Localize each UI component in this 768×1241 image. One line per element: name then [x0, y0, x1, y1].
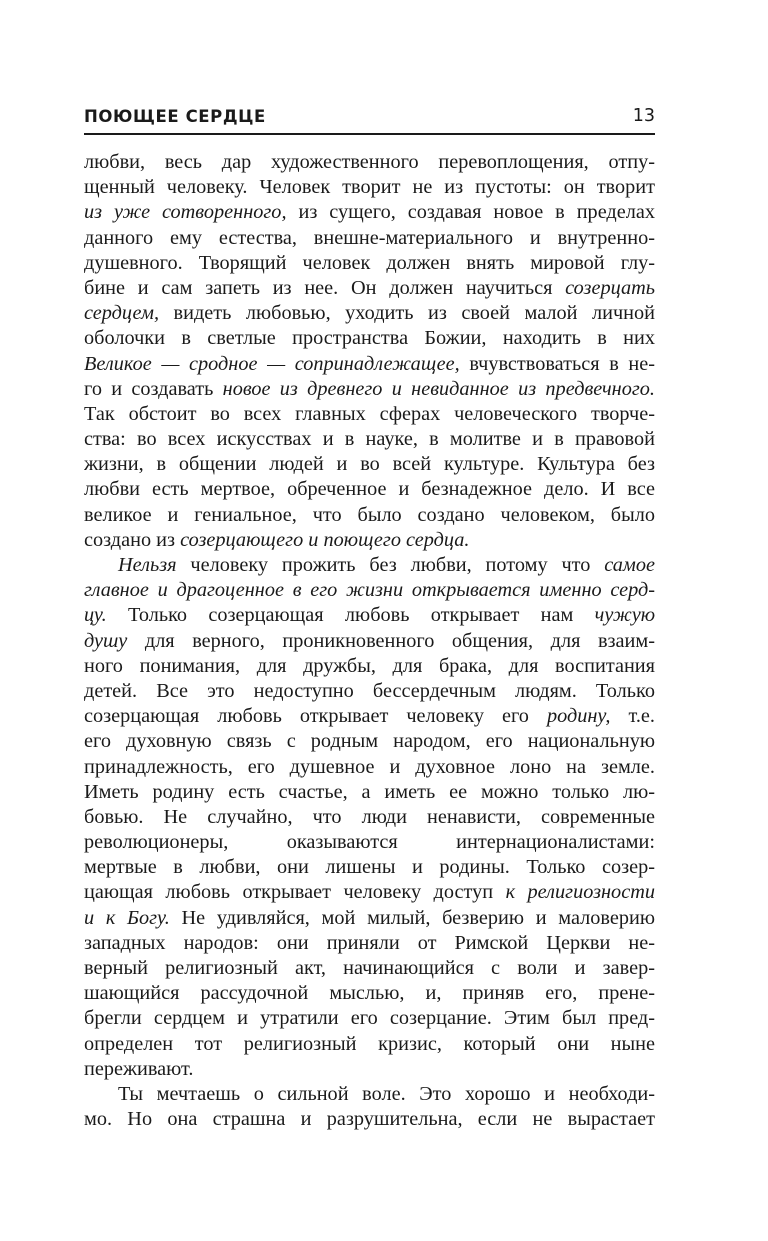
text-line [84, 755, 655, 780]
text-line [84, 679, 655, 704]
text-line [84, 352, 655, 377]
text-run: мертвые в любви, они лишены и родины. Только созер- [84, 856, 655, 879]
text-run: Ты мечтаешь о сильной воле. Это хорошо и необходи- [118, 1082, 655, 1105]
text-line [84, 276, 655, 301]
text-run: созерцающая любовь открывает человеку его [84, 705, 547, 728]
italic-text: к религиозности [505, 881, 655, 904]
text-run: человеку прожить без любви, потому что [176, 554, 605, 576]
text-run: революционеры, оказываются интернационалистами: [84, 831, 655, 854]
text-run: принадлежность, его душевное и духовное лоно на земле. [84, 755, 655, 778]
text-run: верный религиозный акт, начинающийся с воли и завер- [84, 957, 655, 979]
text-line [84, 704, 655, 729]
italic-text: душу [84, 629, 128, 652]
text-run: западных народов: они приняли от Римской Церкви не- [84, 931, 655, 954]
text-line [84, 175, 655, 200]
body-text [84, 150, 655, 1132]
text-run: т.е. [610, 705, 655, 728]
text-run: цающая любовь открывает человеку доступ [84, 881, 506, 904]
text-run: Иметь родину есть счастье, а иметь ее можно только лю- [84, 780, 655, 803]
text-run: детей. Все это недоступно бессердечным людям. Только [84, 679, 655, 702]
text-line [84, 880, 655, 905]
text-run: шающийся рассудочной мыслью, и, приняв его, прене- [84, 982, 655, 1005]
text-run: брегли сердцем и утратили его созерцание. Этим был пред- [84, 1007, 655, 1030]
text-line [84, 729, 655, 754]
text-line [84, 553, 655, 578]
italic-text: родину, [546, 705, 611, 728]
text-line [84, 528, 655, 553]
text-run: данного ему естества, внешне-материального и внутренно- [84, 226, 655, 249]
italic-text: Нельзя [118, 554, 177, 576]
text-run: создано из [84, 528, 181, 551]
italic-text: созерцающего и поющего сердца. [180, 528, 470, 551]
italic-text: главное и драгоценное в его жизни открывается именно серд- [84, 579, 655, 602]
italic-text: из уже сотворенного, [84, 201, 287, 224]
text-line [84, 1032, 655, 1057]
italic-text: и к Богу. [84, 906, 170, 929]
text-line [84, 1006, 655, 1031]
text-line [84, 402, 655, 427]
text-run: любви есть мертвое, обреченное и безнадежное дело. И все [84, 478, 655, 501]
italic-text: новое из древнего и невиданное из предвечного. [222, 377, 655, 400]
text-line [84, 377, 655, 402]
running-header [84, 104, 655, 130]
text-run: го и создавать [84, 377, 223, 400]
text-run: вчувствоваться в не- [459, 352, 655, 375]
text-run: определен тот религиозный кризис, который они ныне [84, 1032, 655, 1055]
text-run: ного понимания, для дружбы, для брака, для воспитания [84, 654, 655, 677]
text-line [84, 200, 655, 225]
italic-text: самое [604, 554, 655, 576]
text-run: бовью. Не случайно, что люди ненависти, современные [84, 805, 655, 828]
text-run: ства: во всех искусствах и в науке, в молитве и в правовой [84, 428, 655, 451]
text-run: Так обстоит во всех главных сферах человеческого творче- [84, 402, 655, 425]
text-run: Только созерцающая любовь открывает нам [106, 604, 595, 627]
text-run: его духовную связь с родным народом, его национальную [84, 730, 655, 753]
text-line [84, 503, 655, 528]
text-line [84, 855, 655, 880]
text-run: душевного. Творящий человек должен внять мировой глу- [84, 251, 655, 274]
text-run: для верного, проникновенного общения, для взаим- [127, 629, 655, 652]
italic-text: созерцать [565, 276, 655, 299]
italic-text: цу. [84, 604, 107, 627]
italic-text: сердцем, [84, 302, 160, 325]
header-rule [84, 133, 655, 135]
text-line [84, 1057, 655, 1082]
text-run: оболочки в светлые пространства Божии, находить в них [84, 327, 655, 350]
text-line [84, 326, 655, 351]
text-run: великое и гениальное, что было создано человеком, было [84, 503, 655, 526]
text-line [84, 427, 655, 452]
text-line [84, 830, 655, 855]
text-line [84, 477, 655, 502]
text-run: из сущего, создавая новое в пределах [286, 201, 655, 224]
text-line [84, 906, 655, 931]
text-line [84, 629, 655, 654]
text-run: щенный человеку. Человек творит не из пустоты: он творит [84, 176, 655, 199]
text-run: любви, весь дар художественного перевоплощения, отпу- [84, 151, 655, 173]
text-line [84, 251, 655, 276]
text-line [84, 150, 655, 175]
text-run: жизни, в общении людей и во всей культуре. Культура без [84, 453, 655, 476]
text-line [84, 780, 655, 805]
text-line [84, 956, 655, 981]
text-line [84, 603, 655, 628]
text-line [84, 805, 655, 830]
text-line [84, 981, 655, 1006]
italic-text: Великое — сродное — сопринадлежащее, [84, 352, 460, 375]
text-line [84, 578, 655, 603]
text-line [84, 301, 655, 326]
text-run: Не удивляйся, мой милый, безверию и маловерию [169, 906, 655, 929]
text-line [84, 654, 655, 679]
text-run: мо. Но она страшна и разрушительна, если не вырастает [84, 1108, 655, 1131]
text-run: видеть любовью, уходить из своей малой личной [159, 302, 655, 325]
text-line [84, 226, 655, 251]
text-line [84, 1082, 655, 1107]
text-run: переживают. [84, 1057, 194, 1080]
text-line [84, 1107, 655, 1132]
page-number: 13 [632, 106, 655, 126]
text-line [84, 452, 655, 477]
text-run: бине и сам запеть из нее. Он должен научиться [84, 276, 566, 299]
running-title: ПОЮЩЕЕ СЕРДЦЕ [84, 107, 266, 126]
italic-text: чужую [594, 604, 655, 627]
text-line [84, 931, 655, 956]
